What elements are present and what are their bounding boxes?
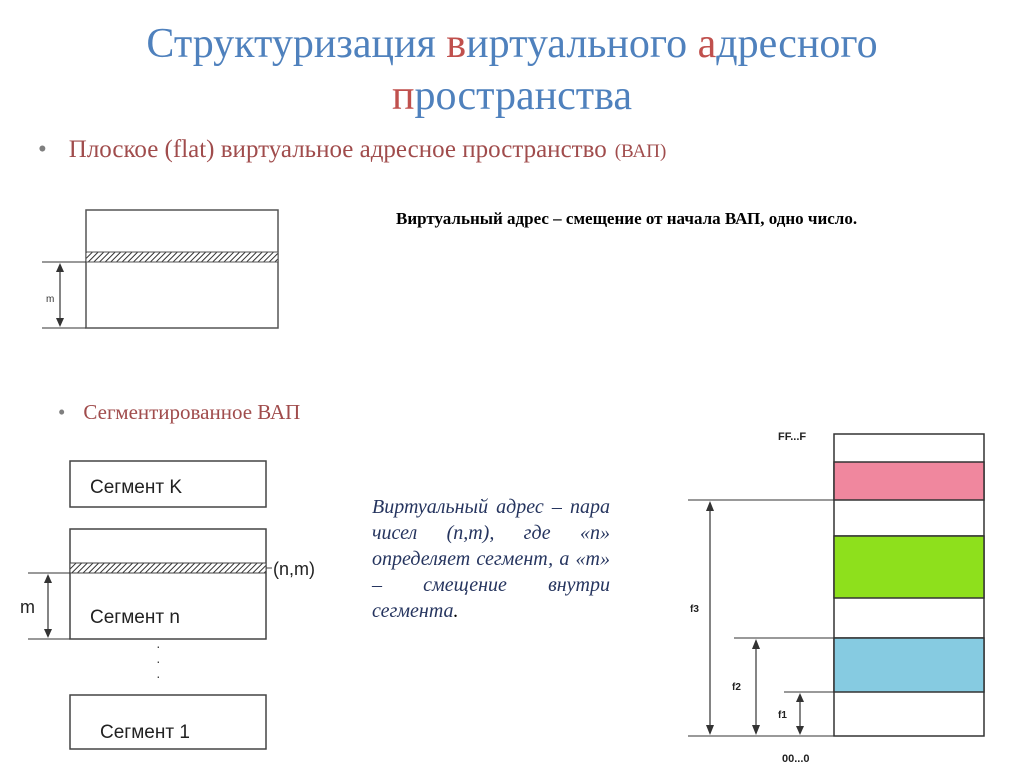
arrow-head-up [44, 574, 52, 583]
memory-layout-diagram [676, 424, 1010, 764]
arrow-head-up [706, 501, 714, 511]
bullet-seg-text: Сегментированное ВАП [83, 400, 301, 424]
bullet-marker: • [58, 400, 66, 424]
segment-green [834, 536, 984, 598]
arrow-head-down [44, 629, 52, 638]
arrow-head-up [752, 639, 760, 649]
segment-n-label: Сегмент n [90, 607, 180, 628]
bullet-marker: • [38, 136, 47, 163]
seg-note-body: Виртуальный адрес – пара чисел (n,m), где «n» определяет сегмент, а «m» – смещение внутри сегмента [372, 496, 610, 622]
title-part-accent: п [391, 73, 415, 119]
title-line-1 [0, 18, 1024, 70]
arrow-head-up [56, 263, 64, 272]
bullet-segmented-address-space [58, 400, 300, 425]
flat-address-diagram [36, 206, 286, 336]
title-part: дресного [716, 21, 878, 67]
pair-label-nm: (n,m) [273, 559, 315, 579]
ellipsis-dot: · [156, 668, 161, 684]
f2-label: f2 [732, 682, 741, 693]
flat-address-note: Виртуальный адрес – смещение от начала ВАП, одно число. [396, 209, 858, 228]
segment-blue [834, 638, 984, 692]
top-address-label: FF...F [778, 431, 807, 443]
title-part-accent: в [446, 21, 467, 67]
f1-label: f1 [778, 710, 787, 721]
bullet-flat-text: Плоское (flat) виртуальное адресное пространство [68, 136, 607, 163]
segmented-address-note [372, 494, 610, 624]
bullet-flat-abbr: (ВАП) [614, 141, 667, 162]
offset-label-m: m [46, 294, 55, 305]
arrow-head-down [752, 725, 760, 735]
segment-1-label: Сегмент 1 [100, 722, 190, 743]
segment-pink [834, 462, 984, 500]
ellipsis-dot: · [156, 638, 161, 654]
title-part: Структуризация [146, 21, 447, 67]
seg-note-period: . [453, 600, 459, 622]
arrow-head-down [56, 318, 64, 327]
ellipsis-dot: · [156, 653, 161, 669]
segment-k-label: Сегмент K [90, 477, 182, 498]
title-line-2 [0, 70, 1024, 122]
segment-n-address-marker [70, 563, 266, 573]
flat-address-marker [86, 252, 278, 262]
arrow-head-up [796, 693, 804, 702]
flat-space-box [86, 210, 278, 328]
title-part: иртуального [466, 21, 698, 67]
title-part: ространства [414, 73, 633, 119]
arrow-head-down [796, 726, 804, 735]
title-part-accent: а [697, 21, 717, 67]
bottom-address-label: 00...0 [782, 753, 810, 764]
arrow-head-down [706, 725, 714, 735]
bullet-flat-address-space [38, 136, 666, 164]
f3-label: f3 [690, 604, 699, 615]
segmented-address-diagram [8, 455, 348, 755]
slide-title [0, 18, 1024, 122]
offset-label-m: m [20, 597, 35, 617]
